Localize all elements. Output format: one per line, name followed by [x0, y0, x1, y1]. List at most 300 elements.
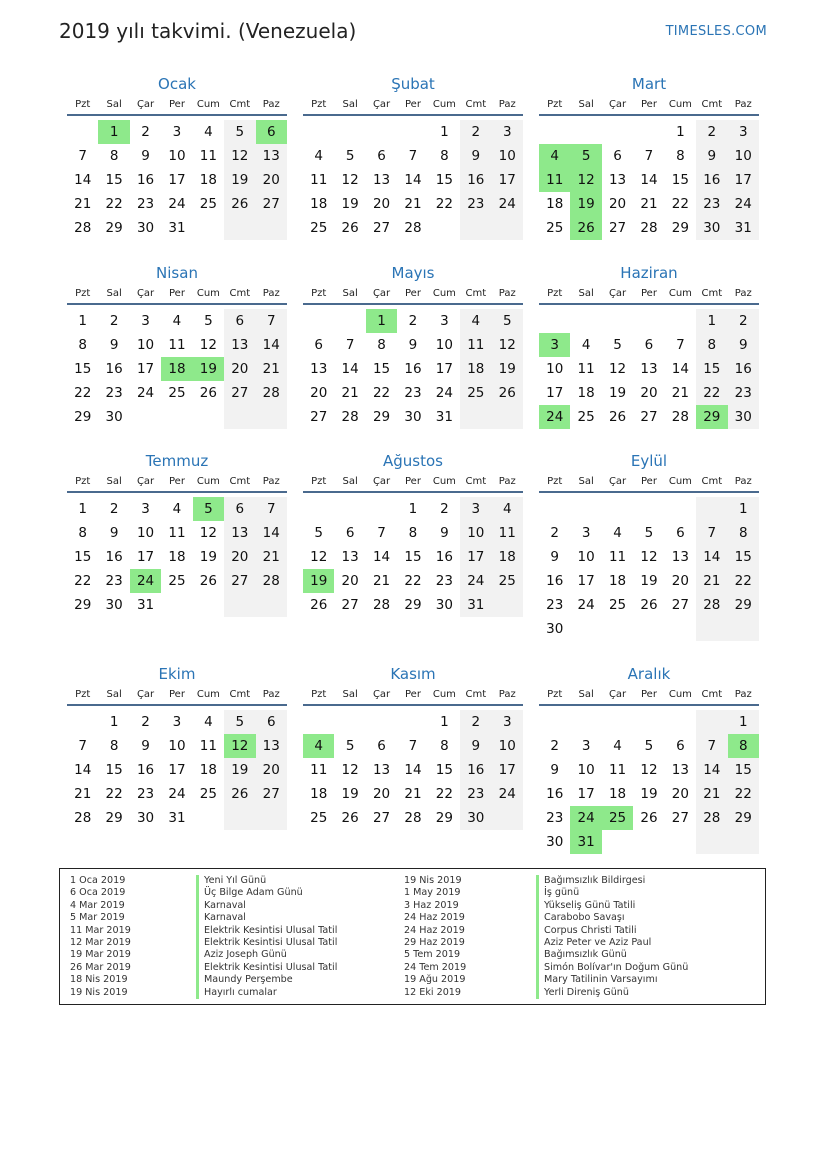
day-cell: 11 — [460, 333, 491, 357]
weekday-label: Pzt — [75, 689, 91, 700]
holiday-date: 5 Tem 2019 — [404, 949, 461, 961]
weekday-label: Per — [405, 288, 421, 299]
day-cell: 18 — [199, 762, 217, 778]
day-cell: 16 — [460, 758, 491, 782]
day-cell: 15 — [372, 361, 391, 377]
day-cell: 28 — [74, 220, 92, 236]
day-cell: 3 — [460, 497, 491, 521]
weekday-label: Çar — [608, 689, 627, 700]
month-name: Şubat — [391, 75, 435, 93]
day-cell: 12 — [224, 734, 255, 758]
day-cell: 18 — [546, 196, 564, 212]
day-cell: 15 — [671, 172, 689, 188]
day-cell: 1 — [696, 309, 727, 333]
weekday-label: Sal — [342, 689, 358, 700]
weekday-label: Sal — [342, 99, 358, 110]
day-cell: 21 — [256, 545, 287, 569]
day-cell: 14 — [341, 361, 359, 377]
day-cell: 8 — [728, 521, 759, 545]
day-cell: 16 — [728, 357, 759, 381]
day-cell: 3 — [728, 120, 759, 144]
month-calendar — [303, 72, 523, 240]
day-cell: 15 — [728, 545, 759, 569]
day-cell: 19 — [341, 196, 359, 212]
day-cell: 5 — [193, 497, 224, 521]
day-cell: 27 — [256, 192, 287, 216]
empty-cell — [696, 497, 727, 521]
holiday-date: 12 Eki 2019 — [404, 986, 462, 998]
weekday-label: Paz — [734, 476, 752, 487]
day-cell: 7 — [78, 738, 87, 754]
day-cell: 30 — [460, 806, 491, 830]
weekday-label: Çar — [136, 476, 155, 487]
day-cell: 5 — [314, 525, 323, 541]
weekday-label: Cum — [432, 288, 456, 299]
weekday-label: Çar — [136, 288, 155, 299]
day-cell: 12 — [608, 361, 627, 377]
day-cell: 15 — [696, 357, 727, 381]
day-cell: 12 — [199, 337, 217, 353]
holiday-name: Elektrik Kesintisi Ulusal Tatil — [196, 937, 337, 949]
day-cell: 10 — [728, 144, 759, 168]
month-name: Kasım — [390, 665, 436, 683]
day-cell: 2 — [141, 124, 150, 140]
day-cell: 7 — [78, 148, 87, 164]
empty-cell — [334, 120, 365, 144]
day-cell: 16 — [460, 168, 491, 192]
day-cell: 3 — [172, 124, 182, 140]
day-cell: 19 — [570, 192, 601, 216]
day-cell: 15 — [404, 549, 422, 565]
weekday-label: Cmt — [701, 689, 723, 700]
day-cell: 17 — [136, 361, 155, 377]
weekday-label: Cum — [668, 476, 692, 487]
day-cell: 3 — [141, 501, 150, 517]
month-name: Ağustos — [383, 452, 443, 470]
empty-cell — [193, 216, 224, 240]
day-cell: 31 — [435, 409, 453, 425]
day-cell: 30 — [136, 220, 155, 236]
day-cell: 16 — [546, 786, 564, 802]
holiday-name: Hayırlı cumalar — [196, 987, 337, 999]
day-cell: 15 — [728, 758, 759, 782]
day-cell: 22 — [728, 782, 759, 806]
day-cell: 24 — [492, 192, 523, 216]
empty-cell — [539, 497, 570, 521]
empty-cell — [460, 216, 491, 240]
day-cell: 24 — [435, 385, 453, 401]
weekday-label: Pzt — [311, 99, 327, 110]
days-grid — [539, 710, 759, 854]
day-cell: 9 — [550, 762, 559, 778]
day-cell: 8 — [440, 148, 449, 164]
day-cell: 20 — [372, 196, 391, 212]
day-cell: 31 — [728, 216, 759, 240]
day-cell: 2 — [696, 120, 727, 144]
day-cell: 21 — [696, 569, 727, 593]
empty-cell — [366, 120, 397, 144]
weekday-label: Per — [405, 689, 421, 700]
day-cell: 7 — [408, 738, 418, 754]
day-cell: 5 — [613, 337, 622, 353]
day-cell: 22 — [696, 381, 727, 405]
day-cell: 16 — [546, 573, 564, 589]
month-name: Mayıs — [391, 264, 435, 282]
day-cell: 13 — [671, 549, 689, 565]
holiday-name: Elektrik Kesintisi Ulusal Tatil — [196, 962, 337, 974]
day-cell: 30 — [404, 409, 422, 425]
weekday-label: Paz — [734, 689, 752, 700]
day-cell: 24 — [539, 405, 570, 429]
day-cell: 23 — [696, 192, 727, 216]
day-cell: 22 — [435, 786, 453, 802]
day-cell: 22 — [105, 196, 123, 212]
month-name: Ekim — [158, 665, 196, 683]
day-cell: 14 — [404, 762, 422, 778]
day-cell: 28 — [671, 409, 689, 425]
day-cell: 10 — [546, 361, 564, 377]
day-cell: 25 — [310, 220, 328, 236]
day-cell: 19 — [224, 168, 255, 192]
weekday-label: Per — [641, 476, 657, 487]
month-calendar — [539, 72, 759, 240]
day-cell: 15 — [105, 172, 123, 188]
day-cell: 30 — [435, 597, 453, 613]
weekday-header — [67, 686, 287, 706]
day-cell: 1 — [78, 501, 87, 517]
month-calendar — [67, 449, 287, 617]
empty-cell — [256, 405, 287, 429]
empty-cell — [334, 309, 365, 333]
days-grid — [303, 309, 523, 429]
day-cell: 24 — [168, 786, 186, 802]
day-cell: 14 — [74, 762, 92, 778]
day-cell: 14 — [404, 172, 422, 188]
day-cell: 21 — [640, 196, 658, 212]
day-cell: 9 — [408, 337, 418, 353]
day-cell: 29 — [671, 220, 689, 236]
day-cell: 17 — [577, 573, 595, 589]
day-cell: 9 — [696, 144, 727, 168]
day-cell: 10 — [435, 337, 453, 353]
day-cell: 12 — [341, 172, 359, 188]
day-cell: 7 — [256, 309, 287, 333]
empty-cell — [633, 617, 664, 641]
day-cell: 27 — [341, 597, 359, 613]
legend-dates-column-2 — [404, 875, 466, 999]
day-cell: 20 — [372, 786, 391, 802]
holiday-name: Aziz Peter ve Aziz Paul — [536, 937, 688, 949]
day-cell: 3 — [581, 738, 591, 754]
day-cell: 11 — [492, 521, 523, 545]
empty-cell — [67, 120, 98, 144]
empty-cell — [633, 830, 664, 854]
weekday-label: Cum — [196, 476, 220, 487]
day-cell: 2 — [460, 710, 491, 734]
day-cell: 16 — [404, 361, 422, 377]
day-cell: 7 — [345, 337, 355, 353]
weekday-label: Pzt — [311, 288, 327, 299]
day-cell: 19 — [341, 786, 359, 802]
day-cell: 28 — [404, 220, 422, 236]
day-cell: 6 — [224, 309, 255, 333]
day-cell: 13 — [671, 762, 689, 778]
day-cell: 25 — [608, 597, 627, 613]
day-cell: 8 — [676, 148, 685, 164]
empty-cell — [492, 806, 523, 830]
weekday-label: Cmt — [229, 99, 251, 110]
weekday-label: Pzt — [75, 99, 91, 110]
day-cell: 5 — [644, 525, 654, 541]
day-cell: 24 — [130, 569, 161, 593]
day-cell: 20 — [341, 573, 359, 589]
day-cell: 6 — [377, 738, 386, 754]
month-calendar — [67, 72, 287, 240]
day-cell: 19 — [303, 569, 334, 593]
weekday-label: Sal — [578, 476, 594, 487]
day-cell: 9 — [109, 525, 119, 541]
day-cell: 22 — [728, 569, 759, 593]
day-cell: 17 — [136, 549, 155, 565]
day-cell: 19 — [640, 786, 658, 802]
legend-dates-column-1 — [70, 875, 131, 999]
day-cell: 3 — [581, 525, 591, 541]
day-cell: 23 — [728, 381, 759, 405]
day-cell: 20 — [224, 545, 255, 569]
day-cell: 29 — [404, 597, 422, 613]
day-cell: 19 — [199, 549, 217, 565]
day-cell: 12 — [199, 525, 217, 541]
weekday-label: Per — [169, 689, 185, 700]
empty-cell — [539, 309, 570, 333]
weekday-label: Cmt — [229, 689, 251, 700]
weekday-label: Sal — [106, 689, 122, 700]
day-cell: 7 — [696, 521, 727, 545]
day-cell: 14 — [372, 549, 391, 565]
empty-cell — [602, 309, 633, 333]
day-cell: 31 — [168, 810, 186, 826]
day-cell: 25 — [602, 806, 633, 830]
day-cell: 24 — [577, 597, 595, 613]
day-cell: 20 — [608, 196, 627, 212]
day-cell: 28 — [372, 597, 391, 613]
day-cell: 2 — [109, 501, 119, 517]
month-calendar — [539, 261, 759, 429]
weekday-label: Cum — [196, 288, 220, 299]
day-cell: 13 — [256, 144, 287, 168]
day-cell: 24 — [492, 782, 523, 806]
holiday-date: 18 Nis 2019 — [70, 974, 128, 986]
day-cell: 1 — [728, 497, 759, 521]
weekday-label: Cum — [668, 288, 692, 299]
weekday-label: Sal — [106, 288, 122, 299]
weekday-label: Paz — [498, 689, 516, 700]
days-grid — [539, 497, 759, 641]
weekday-header — [539, 96, 759, 116]
day-cell: 13 — [224, 333, 255, 357]
day-cell: 1 — [440, 714, 449, 730]
month-name: Mart — [631, 75, 667, 93]
day-cell: 13 — [372, 762, 391, 778]
day-cell: 25 — [492, 569, 523, 593]
day-cell: 26 — [341, 220, 359, 236]
day-cell: 4 — [314, 148, 323, 164]
day-cell: 12 — [640, 549, 658, 565]
day-cell: 10 — [460, 521, 491, 545]
day-cell: 23 — [136, 786, 155, 802]
weekday-label: Pzt — [75, 476, 91, 487]
day-cell: 12 — [492, 333, 523, 357]
weekday-label: Per — [641, 99, 657, 110]
holiday-name: Maundy Perşembe — [196, 974, 337, 986]
empty-cell — [224, 216, 255, 240]
weekday-header — [303, 473, 523, 493]
empty-cell — [429, 216, 460, 240]
day-cell: 29 — [105, 810, 123, 826]
day-cell: 23 — [460, 192, 491, 216]
day-cell: 9 — [440, 525, 449, 541]
day-cell: 21 — [671, 385, 689, 401]
day-cell: 17 — [577, 786, 595, 802]
holiday-name: İş günü — [536, 887, 688, 899]
day-cell: 25 — [199, 196, 217, 212]
day-cell: 8 — [109, 148, 119, 164]
day-cell: 22 — [435, 196, 453, 212]
day-cell: 14 — [256, 333, 287, 357]
day-cell: 13 — [372, 172, 391, 188]
day-cell: 2 — [141, 714, 150, 730]
day-cell: 25 — [199, 786, 217, 802]
day-cell: 5 — [570, 144, 601, 168]
empty-cell — [161, 593, 192, 617]
weekday-label: Sal — [578, 288, 594, 299]
empty-cell — [397, 710, 428, 734]
weekday-label: Cmt — [701, 99, 723, 110]
day-cell: 29 — [105, 220, 123, 236]
day-cell: 16 — [105, 361, 123, 377]
month-calendar — [539, 449, 759, 641]
day-cell: 18 — [310, 196, 328, 212]
weekday-label: Cum — [432, 99, 456, 110]
page-title: 2019 yılı takvimi. (Venezuela) — [59, 19, 357, 43]
empty-cell — [665, 309, 696, 333]
day-cell: 12 — [310, 549, 328, 565]
month-name: Haziran — [620, 264, 678, 282]
empty-cell — [67, 710, 98, 734]
day-cell: 30 — [136, 810, 155, 826]
day-cell: 20 — [671, 573, 689, 589]
holiday-date: 19 Mar 2019 — [70, 949, 131, 961]
day-cell: 13 — [640, 361, 658, 377]
weekday-label: Pzt — [311, 476, 327, 487]
holiday-date: 19 Nis 2019 — [404, 875, 462, 886]
day-cell: 27 — [224, 381, 255, 405]
day-cell: 2 — [408, 313, 418, 329]
day-cell: 18 — [168, 549, 186, 565]
weekday-label: Cmt — [465, 476, 487, 487]
day-cell: 4 — [581, 337, 591, 353]
days-grid — [67, 710, 287, 830]
day-cell: 28 — [640, 220, 658, 236]
weekday-label: Paz — [734, 288, 752, 299]
brand-link[interactable]: TIMESLES.COM — [665, 24, 767, 39]
weekday-label: Per — [169, 288, 185, 299]
day-cell: 28 — [696, 806, 727, 830]
day-cell: 28 — [256, 381, 287, 405]
day-cell: 12 — [224, 144, 255, 168]
day-cell: 21 — [404, 196, 422, 212]
day-cell: 25 — [168, 573, 186, 589]
day-cell: 17 — [492, 168, 523, 192]
day-cell: 24 — [460, 569, 491, 593]
holiday-name: Aziz Joseph Günü — [196, 949, 337, 961]
empty-cell — [492, 405, 523, 429]
day-cell: 25 — [168, 385, 186, 401]
day-cell: 11 — [608, 549, 627, 565]
day-cell: 26 — [570, 216, 601, 240]
empty-cell — [303, 309, 334, 333]
day-cell: 11 — [199, 738, 217, 754]
day-cell: 16 — [136, 172, 155, 188]
empty-cell — [696, 830, 727, 854]
day-cell: 14 — [74, 172, 92, 188]
day-cell: 5 — [204, 313, 213, 329]
empty-cell — [633, 120, 664, 144]
day-cell: 29 — [435, 810, 453, 826]
day-cell: 1 — [98, 120, 129, 144]
empty-cell — [366, 497, 397, 521]
weekday-label: Sal — [342, 476, 358, 487]
holiday-date: 19 Ağu 2019 — [404, 974, 466, 986]
month-name: Nisan — [156, 264, 198, 282]
days-grid — [539, 120, 759, 240]
day-cell: 25 — [310, 810, 328, 826]
day-cell: 30 — [105, 597, 123, 613]
day-cell: 4 — [460, 309, 491, 333]
day-cell: 26 — [341, 810, 359, 826]
weekday-label: Cum — [432, 689, 456, 700]
day-cell: 12 — [341, 762, 359, 778]
weekday-label: Cum — [668, 689, 692, 700]
day-cell: 28 — [256, 569, 287, 593]
weekday-label: Per — [641, 288, 657, 299]
empty-cell — [570, 309, 601, 333]
day-cell: 6 — [256, 120, 287, 144]
day-cell: 8 — [728, 734, 759, 758]
day-cell: 4 — [539, 144, 570, 168]
day-cell: 18 — [310, 786, 328, 802]
day-cell: 30 — [105, 409, 123, 425]
day-cell: 4 — [492, 497, 523, 521]
day-cell: 27 — [224, 569, 255, 593]
day-cell: 11 — [168, 525, 186, 541]
day-cell: 30 — [546, 621, 564, 637]
day-cell: 15 — [435, 172, 453, 188]
day-cell: 14 — [671, 361, 689, 377]
day-cell: 26 — [224, 782, 255, 806]
day-cell: 7 — [644, 148, 654, 164]
day-cell: 11 — [168, 337, 186, 353]
weekday-header — [539, 285, 759, 305]
holiday-date: 3 Haz 2019 — [404, 899, 459, 911]
day-cell: 10 — [492, 144, 523, 168]
day-cell: 19 — [492, 357, 523, 381]
day-cell: 3 — [141, 313, 150, 329]
day-cell: 14 — [256, 521, 287, 545]
empty-cell — [193, 405, 224, 429]
empty-cell — [224, 593, 255, 617]
month-name: Ocak — [158, 75, 196, 93]
